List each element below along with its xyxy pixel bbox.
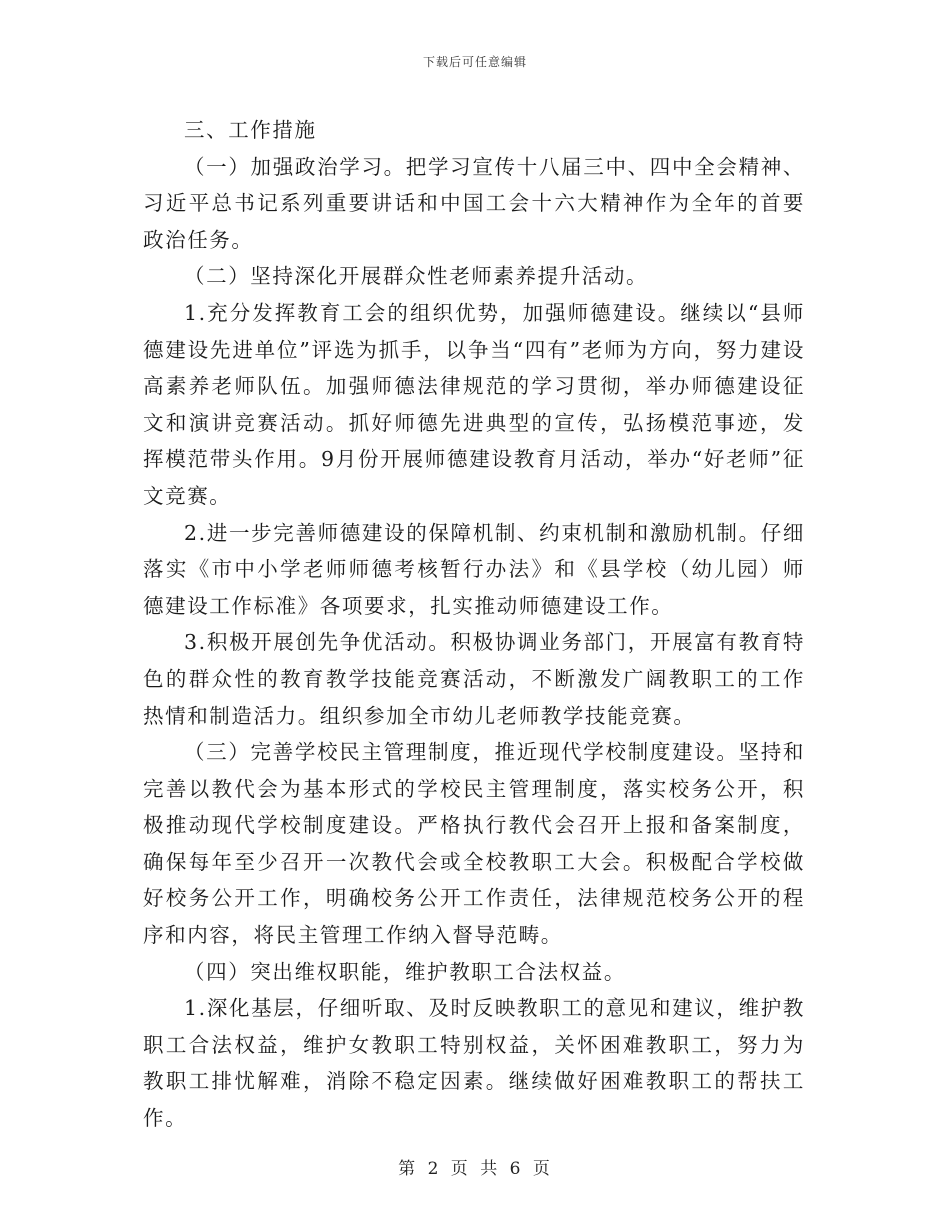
paragraph: 1.深化基层，仔细听取、及时反映教职工的意见和建议，维护教职工合法权益，维护女教职工特别权益，关怀困难教职工，努力为教职工排忧解难，消除不稳定因素。继续做好困难教职工的帮扶工作。 — [143, 996, 805, 1131]
paragraph: 2.进一步完善师德建设的保障机制、约束机制和激励机制。仔细落实《市中小学老师师德考核暂行办法》和《县学校（幼儿园）师德建设工作标准》各项要求，扎实推动师德建设工作。 — [143, 520, 805, 618]
section-heading: 三、工作措施 — [184, 118, 317, 142]
paragraph: （一）加强政治学习。把学习宣传十八届三中、四中全会精神、习近平总书记系列重要讲话和中国工会十六大精神作为全年的首要政治任务。 — [143, 154, 805, 252]
paragraph: 1.充分发挥教育工会的组织优势，加强师德建设。继续以“县师德建设先进单位”评选为抓手，以争当“四有”老师为方向，努力建设高素养老师队伍。加强师德法律规范的学习贯彻，举办师德建设征文和演讲竞赛活动。抓好师德先进典型的宣传，弘扬模范事迹，发挥模范带头作用。9月份开展师德建设教育月活动，举办“好老师”征文竞赛。 — [143, 300, 805, 508]
document-body — [143, 112, 805, 1137]
paragraph: （三）完善学校民主管理制度，推近现代学校制度建设。坚持和完善以教代会为基本形式的学校民主管理制度，落实校务公开，积极推动现代学校制度建设。严格执行教代会召开上报和备案制度，确保每年至少召开一次教代会或全校教职工大会。积极配合学校做好校务公开工作，明确校务公开工作责任，法律规范校务公开的程序和内容，将民主管理工作纳入督导范畴。 — [143, 740, 805, 948]
paragraph: （四）突出维权职能，维护教职工合法权益。 — [184, 959, 626, 984]
page-number: 第 2 页 共 6 页 — [398, 1159, 552, 1179]
header-note: 下载后可任意编辑 — [422, 55, 527, 69]
paragraph: （二）坚持深化开展群众性老师素养提升活动。 — [184, 264, 649, 289]
paragraph: 3.积极开展创先争优活动。积极协调业务部门，开展富有教育特色的群众性的教育教学技能竞赛活动，不断激发广阔教职工的工作热情和制造活力。组织参加全市幼儿老师教学技能竞赛。 — [143, 630, 805, 728]
